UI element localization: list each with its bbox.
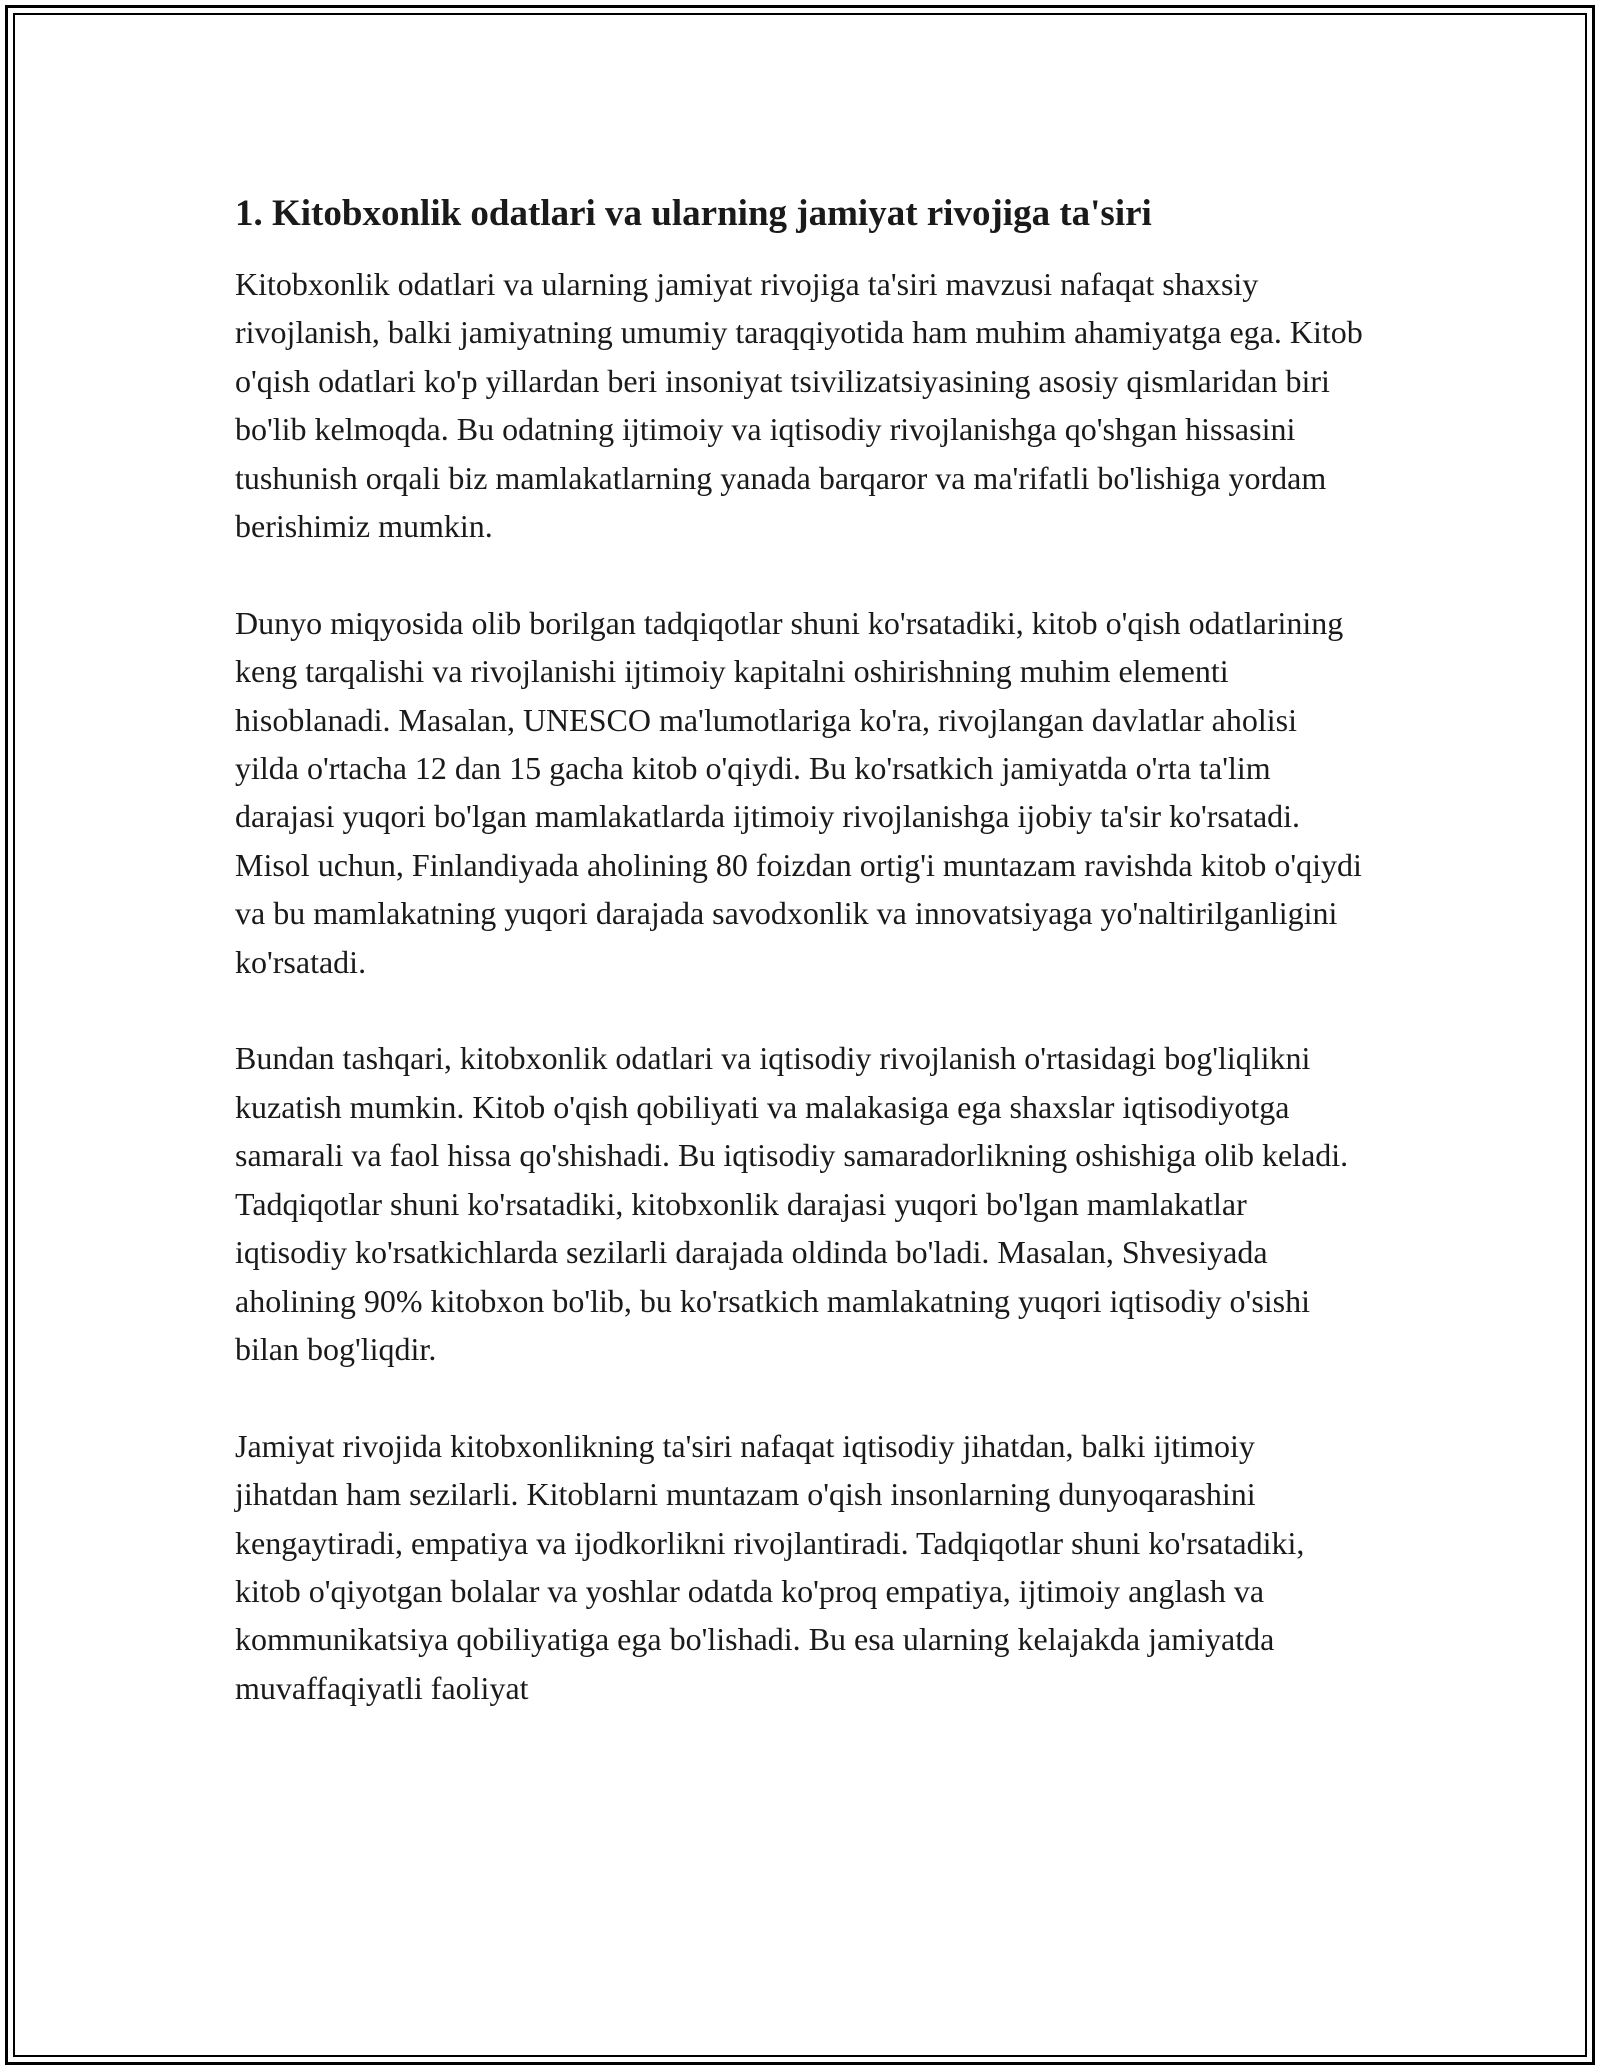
document-body — [235, 185, 1365, 1761]
section-heading: 1. Kitobxonlik odatlari va ularning jamiyat rivojiga ta'siri — [235, 193, 1152, 234]
paragraph-3: Bundan tashqari, kitobxonlik odatlari va iqtisodiy rivojlanish o'rtasidagi bog'liqlikni kuzatish mumkin. Kitob o'qish qobiliyati va malakasiga ega shaxslar iqtisodiyotga samarali va faol hissa qo'shishadi. Bu iqtisodiy samaradorlikning oshishiga olib keladi. Tadqiqotlar shuni ko'rsatadiki, kitobxonlik darajasi yuqori bo'lgan mamlakatlar iqtisodiy ko'rsatkichlarda sezilarli darajada oldinda bo'ladi. Masalan, Shvesiyada aholining 90% kitobxon bo'lib, bu ko'rsatkich mamlakatning yuqori iqtisodiy o'sishi bilan bog'liqdir. — [235, 1040, 1349, 1367]
paragraph-4: Jamiyat rivojida kitobxonlikning ta'siri nafaqat iqtisodiy jihatdan, balki ijtimoiy jihatdan ham sezilarli. Kitoblarni muntazam o'qish insonlarning dunyoqarashini kengaytiradi, empatiya va ijodkorlikni rivojlantiradi. Tadqiqotlar shuni ko'rsatadiki, kitob o'qiyotgan bolalar va yoshlar odatda ko'proq empatiya, ijtimoiy anglash va kommunikatsiya qobiliyatiga ega bo'lishadi. Bu esa ularning kelajakda jamiyatda muvaffaqiyatli faoliyat — [235, 1427, 1305, 1706]
paragraph-1: Kitobxonlik odatlari va ularning jamiyat rivojiga ta'siri mavzusi nafaqat shaxsiy rivojlanish, balki jamiyatning umumiy taraqqiyotida ham muhim ahamiyatga ega. Kitob o'qish odatlari ko'p yillardan beri insoniyat tsivilizatsiyasining asosiy qismlaridan biri bo'lib kelmoqda. Bu odatning ijtimoiy va iqtisodiy rivojlanishga qo'shgan hissasini tushunish orqali biz mamlakatlarning yanada barqaror va ma'rifatli bo'lishiga yordam berishimiz mumkin. — [235, 266, 1363, 545]
paragraph-2: Dunyo miqyosida olib borilgan tadqiqotlar shuni ko'rsatadiki, kitob o'qish odatlarining keng tarqalishi va rivojlanishi ijtimoiy kapitalni oshirishning muhim elementi hisoblanadi. Masalan, UNESCO ma'lumotlariga ko'ra, rivojlangan davlatlar aholisi yilda o'rtacha 12 dan 15 gacha kitob o'qiydi. Bu ko'rsatkich jamiyatda o'rta ta'lim darajasi yuqori bo'lgan mamlakatlarda ijtimoiy rivojlanishga ijobiy ta'sir ko'rsatadi. Misol uchun, Finlandiyada aholining 80 foizdan ortig'i muntazam ravishda kitob o'qiydi va bu mamlakatning yuqori darajada savodxonlik va innovatsiyaga yo'naltirilganligini ko'rsatadi. — [235, 604, 1362, 980]
